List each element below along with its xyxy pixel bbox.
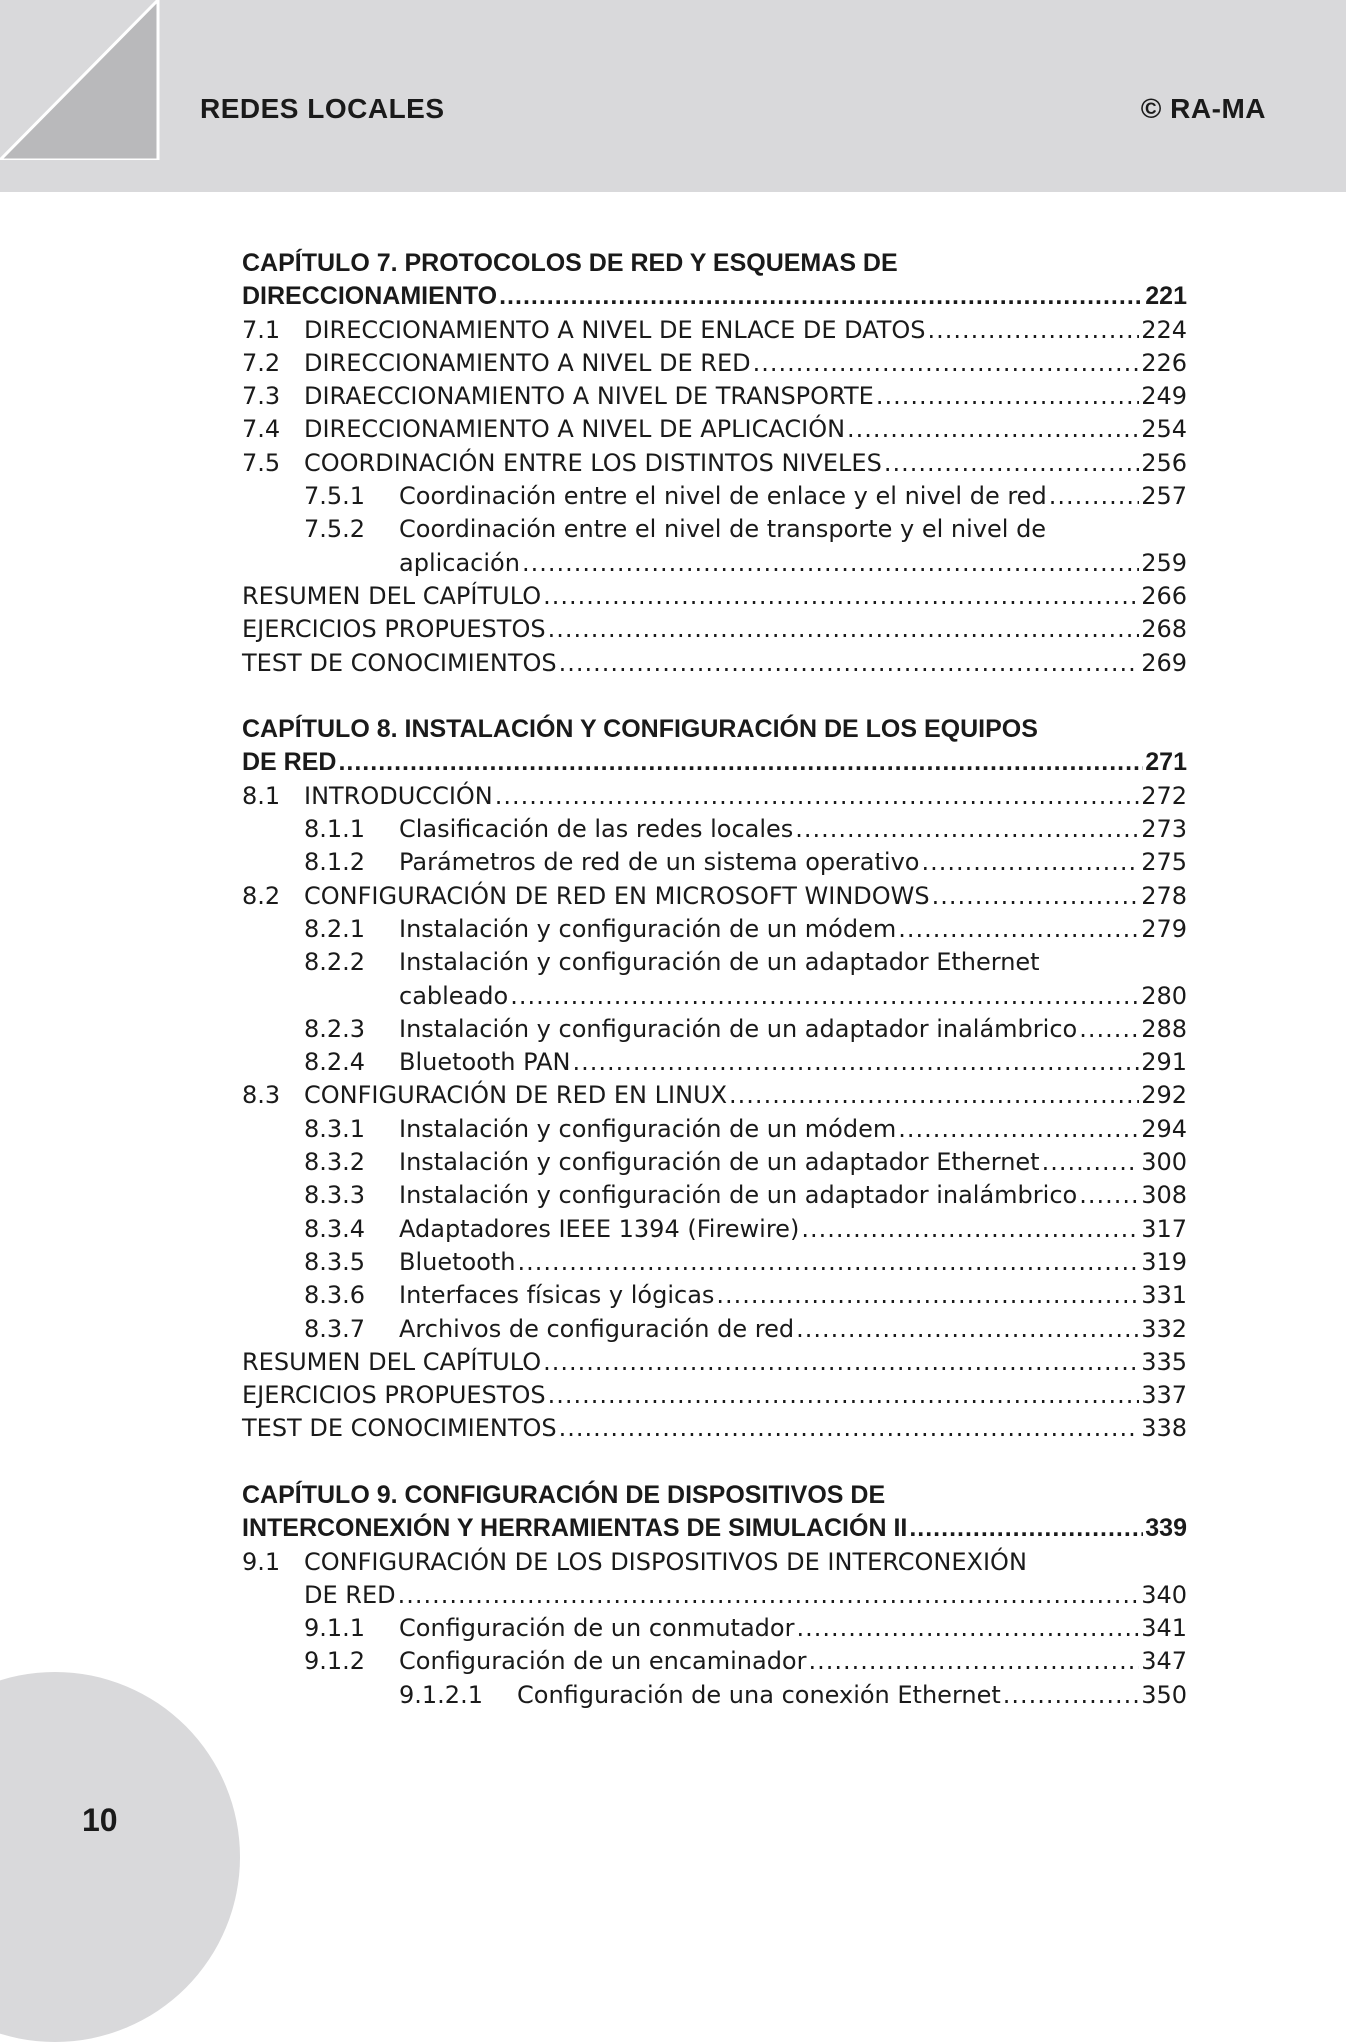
section-number: 8.3 (242, 1081, 281, 1110)
toc-section (242, 380, 1187, 413)
toc-chapter-heading-cont (242, 1512, 1187, 1545)
section-page: 278 (1141, 881, 1187, 910)
subsection-title: Archivos de configuración de red (399, 1314, 795, 1343)
corner-triangle-decoration (0, 0, 162, 160)
subsection-title: Instalación y configuración de un adaptador inalámbrico (399, 1014, 1078, 1043)
subsection-title-cont: aplicación (399, 548, 520, 577)
subsubsection-title: Configuración de una conexión Ethernet (517, 1680, 1001, 1709)
section-number: 7.1 (242, 315, 281, 344)
dot-leader (499, 280, 1143, 313)
entry-page: 338 (1141, 1414, 1187, 1443)
dot-leader (495, 780, 1139, 813)
dot-leader (884, 447, 1139, 480)
subsection-number: 8.3.3 (304, 1181, 366, 1210)
entry-page: 268 (1141, 615, 1187, 644)
subsection-title: Instalación y configuración de un módem (399, 1114, 897, 1143)
subsection-number: 8.2.1 (304, 914, 366, 943)
section-page: 249 (1141, 382, 1187, 411)
entry-page: 335 (1141, 1347, 1187, 1376)
subsubsection-page: 350 (1141, 1680, 1187, 1709)
entry-title: TEST DE CONOCIMIENTOS (242, 1414, 557, 1443)
dot-leader (876, 380, 1139, 413)
section-page: 340 (1141, 1580, 1187, 1609)
subsection-number: 9.1.1 (304, 1614, 366, 1643)
toc-subsection (242, 1279, 1187, 1312)
toc-chapter-heading (242, 713, 1187, 746)
dot-leader (559, 1412, 1140, 1445)
chapter-title-line2: DIRECCIONAMIENTO (242, 282, 498, 311)
chapter-title-line2: DE RED (242, 748, 337, 777)
dot-leader (510, 980, 1139, 1013)
toc-subsection (242, 513, 1187, 546)
subsection-title: Coordinación entre el nivel de enlace y el nivel de red (399, 482, 1047, 511)
toc-section (242, 347, 1187, 380)
subsection-title: Parámetros de red de un sistema operativo (399, 848, 920, 877)
section-number: 7.4 (242, 415, 281, 444)
entry-page: 337 (1141, 1381, 1187, 1410)
toc-section (242, 1546, 1187, 1579)
subsection-page: 291 (1141, 1048, 1187, 1077)
chapter-title-line1: CAPÍTULO 8. INSTALACIÓN Y CONFIGURACIÓN DE LOS EQUIPOS (242, 715, 1038, 744)
subsection-page: 273 (1141, 815, 1187, 844)
chapter-page: 221 (1145, 282, 1187, 311)
section-number: 8.2 (242, 881, 281, 910)
section-page: 254 (1141, 415, 1187, 444)
toc-subsection (242, 813, 1187, 846)
dot-leader (572, 1046, 1139, 1079)
subsection-title: Coordinación entre el nivel de transporte y el nivel de (399, 515, 1047, 544)
section-title: CONFIGURACIÓN DE LOS DISPOSITIVOS DE INTERCONEXIÓN (304, 1547, 1027, 1576)
subsection-number: 8.3.6 (304, 1281, 366, 1310)
subsection-title: Configuración de un encaminador (399, 1647, 807, 1676)
dot-leader (1079, 1013, 1139, 1046)
toc-subsection (242, 1313, 1187, 1346)
dot-leader (928, 314, 1140, 347)
subsection-page: 280 (1141, 981, 1187, 1010)
toc-chapter-heading (242, 1479, 1187, 1512)
dot-leader (522, 547, 1139, 580)
subsection-title: Instalación y configuración de un adaptador Ethernet (399, 948, 1040, 977)
subsection-number: 8.3.2 (304, 1148, 366, 1177)
toc-subsection (242, 913, 1187, 946)
subsection-page: 288 (1141, 1014, 1187, 1043)
dot-leader (795, 813, 1139, 846)
dot-leader (548, 613, 1140, 646)
toc-subsection (242, 1113, 1187, 1146)
toc-section (242, 413, 1187, 446)
dot-leader (338, 746, 1143, 779)
dot-leader (796, 1612, 1139, 1645)
section-title: CONFIGURACIÓN DE RED EN LINUX (304, 1081, 728, 1110)
dot-leader (398, 1579, 1140, 1612)
dot-leader (1042, 1146, 1140, 1179)
toc-subsection (242, 1046, 1187, 1079)
toc-section (242, 880, 1187, 913)
chapter-page: 271 (1145, 748, 1187, 777)
section-page: 224 (1141, 315, 1187, 344)
dot-leader (716, 1279, 1139, 1312)
entry-page: 266 (1141, 581, 1187, 610)
chapter-title-line1: CAPÍTULO 7. PROTOCOLOS DE RED Y ESQUEMAS DE (242, 249, 898, 277)
subsection-page: 331 (1141, 1281, 1187, 1310)
chapter-page: 339 (1145, 1514, 1187, 1543)
toc-subsection (242, 1146, 1187, 1179)
subsection-page: 279 (1141, 914, 1187, 943)
subsubsection-number: 9.1.2.1 (399, 1680, 483, 1709)
dot-leader (808, 1645, 1139, 1678)
toc-entry (242, 613, 1187, 646)
dot-leader (729, 1079, 1139, 1112)
subsection-page: 275 (1141, 848, 1187, 877)
section-title: DIRECCIONAMIENTO A NIVEL DE ENLACE DE DATOS (304, 315, 926, 344)
toc-chapter-heading-cont (242, 280, 1187, 313)
section-title-cont: DE RED (304, 1580, 396, 1609)
toc-chapter-heading (242, 247, 1187, 280)
subsection-title: Instalación y configuración de un módem (399, 914, 897, 943)
toc-entry (242, 1346, 1187, 1379)
section-number: 7.5 (242, 448, 281, 477)
dot-leader (796, 1313, 1139, 1346)
subsection-title: Interfaces físicas y lógicas (399, 1281, 715, 1310)
subsection-page: 259 (1141, 548, 1187, 577)
subsection-title: Instalación y configuración de un adaptador Ethernet (399, 1148, 1040, 1177)
dot-leader (518, 1246, 1140, 1279)
subsection-title: Clasificación de las redes locales (399, 815, 794, 844)
chapter-title-line1: CAPÍTULO 9. CONFIGURACIÓN DE DISPOSITIVOS DE (242, 1480, 886, 1509)
subsection-page: 308 (1141, 1181, 1187, 1210)
toc-subsection (242, 1013, 1187, 1046)
subsection-page: 341 (1141, 1614, 1187, 1643)
section-number: 7.2 (242, 348, 281, 377)
section-title: CONFIGURACIÓN DE RED EN MICROSOFT WINDOWS (304, 881, 930, 910)
subsection-number: 8.3.1 (304, 1114, 366, 1143)
section-page: 272 (1141, 781, 1187, 810)
toc-subsection (242, 846, 1187, 879)
dot-leader (898, 1113, 1139, 1146)
toc-subsection-cont (242, 980, 1187, 1013)
dot-leader (548, 1379, 1140, 1412)
dot-leader (1049, 480, 1140, 513)
running-header-publisher: © RA-MA (1140, 93, 1266, 124)
toc-entry (242, 580, 1187, 613)
dot-leader (932, 880, 1140, 913)
toc-subsection (242, 1612, 1187, 1645)
toc-section (242, 447, 1187, 480)
footer-circle-decoration (0, 1672, 240, 2042)
section-page: 226 (1141, 348, 1187, 377)
chapter-title-line2: INTERCONEXIÓN Y HERRAMIENTAS DE SIMULACIÓN II (242, 1514, 908, 1543)
dot-leader (559, 647, 1140, 680)
subsection-page: 300 (1141, 1148, 1187, 1177)
dot-leader (543, 580, 1139, 613)
subsection-page: 317 (1141, 1214, 1187, 1243)
section-number: 7.3 (242, 382, 281, 411)
subsection-title: Bluetooth PAN (399, 1048, 571, 1077)
dot-leader (847, 413, 1139, 446)
dot-leader (909, 1512, 1143, 1545)
subsection-number: 7.5.1 (304, 482, 366, 511)
toc-section (242, 1079, 1187, 1112)
section-number: 8.1 (242, 781, 281, 810)
section-title: DIRECCIONAMIENTO A NIVEL DE RED (304, 348, 751, 377)
toc-subsection (242, 1246, 1187, 1279)
toc-section-cont (242, 1579, 1187, 1612)
toc-subsubsection (242, 1679, 1187, 1712)
dot-leader (753, 347, 1140, 380)
section-page: 292 (1141, 1081, 1187, 1110)
section-title: COORDINACIÓN ENTRE LOS DISTINTOS NIVELES (304, 448, 882, 477)
toc-spacer (242, 1446, 1187, 1479)
toc-subsection (242, 946, 1187, 979)
entry-title: TEST DE CONOCIMIENTOS (242, 648, 557, 677)
section-title: DIRECCIONAMIENTO A NIVEL DE APLICACIÓN (304, 415, 846, 444)
subsection-page: 319 (1141, 1247, 1187, 1276)
toc-chapter-heading-cont (242, 746, 1187, 779)
toc-subsection (242, 1213, 1187, 1246)
toc-entry (242, 1412, 1187, 1445)
toc-section (242, 780, 1187, 813)
subsection-title: Adaptadores IEEE 1394 (Firewire) (399, 1214, 800, 1243)
section-title: INTRODUCCIÓN (304, 781, 493, 810)
running-header-title: REDES LOCALES (200, 93, 445, 124)
toc-spacer (242, 680, 1187, 713)
toc-entry (242, 647, 1187, 680)
toc-subsection (242, 480, 1187, 513)
subsection-number: 7.5.2 (304, 515, 366, 544)
dot-leader (543, 1346, 1139, 1379)
subsection-title: Bluetooth (399, 1247, 516, 1276)
subsection-number: 8.2.2 (304, 948, 366, 977)
subsection-number: 8.3.7 (304, 1314, 366, 1343)
section-page: 256 (1141, 448, 1187, 477)
subsection-number: 8.1.1 (304, 815, 366, 844)
toc-subsection (242, 1645, 1187, 1678)
section-title: DIRAECCIONAMIENTO A NIVEL DE TRANSPORTE (304, 382, 874, 411)
entry-page: 269 (1141, 648, 1187, 677)
subsection-number: 8.3.5 (304, 1247, 366, 1276)
entry-title: RESUMEN DEL CAPÍTULO (242, 581, 542, 610)
subsection-page: 332 (1141, 1314, 1187, 1343)
toc-entry (242, 1379, 1187, 1412)
subsection-number: 8.2.4 (304, 1048, 366, 1077)
subsection-page: 347 (1141, 1647, 1187, 1676)
toc-subsection (242, 1179, 1187, 1212)
entry-title: EJERCICIOS PROPUESTOS (242, 615, 546, 644)
dot-leader (801, 1213, 1139, 1246)
subsection-title-cont: cableado (399, 981, 509, 1010)
dot-leader (921, 846, 1139, 879)
subsection-number: 8.2.3 (304, 1014, 366, 1043)
dot-leader (898, 913, 1139, 946)
subsection-number: 8.1.2 (304, 848, 366, 877)
toc-section (242, 314, 1187, 347)
subsection-title: Instalación y configuración de un adaptador inalámbrico (399, 1181, 1078, 1210)
dot-leader (1003, 1679, 1139, 1712)
table-of-contents (242, 247, 1187, 1712)
subsection-page: 257 (1141, 482, 1187, 511)
page-number: 10 (82, 1802, 118, 1838)
subsection-title: Configuración de un conmutador (399, 1614, 795, 1643)
dot-leader (1079, 1179, 1139, 1212)
subsection-page: 294 (1141, 1114, 1187, 1143)
entry-title: RESUMEN DEL CAPÍTULO (242, 1347, 542, 1376)
entry-title: EJERCICIOS PROPUESTOS (242, 1381, 546, 1410)
subsection-number: 8.3.4 (304, 1214, 366, 1243)
subsection-number: 9.1.2 (304, 1647, 366, 1676)
toc-subsection-cont (242, 547, 1187, 580)
section-number: 9.1 (242, 1547, 281, 1576)
